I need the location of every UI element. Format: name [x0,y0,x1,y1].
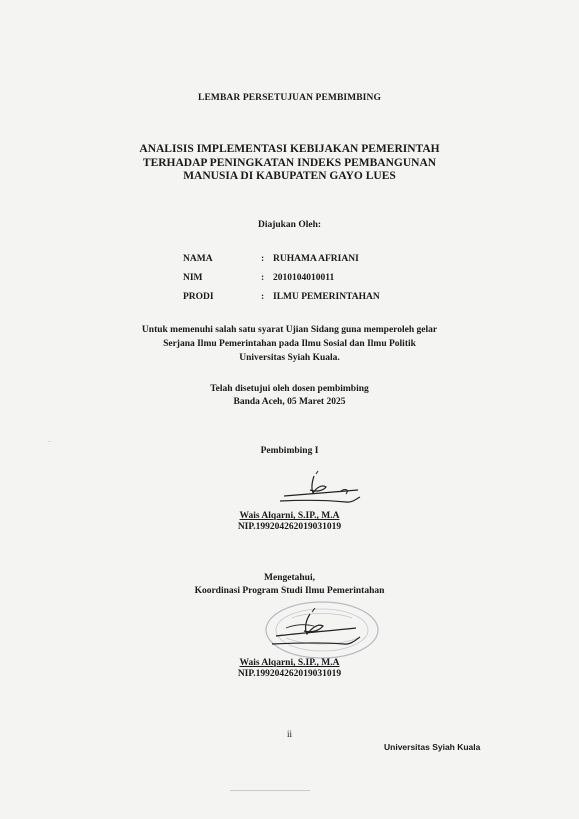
identity-value: RUHAMA AFRIANI [273,254,359,264]
acknowledgement [0,572,579,598]
signature-advisor-2 [266,606,366,654]
identity-value: 2010104010011 [273,273,335,283]
purpose-line: Universitas Syiah Kuala. [239,353,340,363]
advisor-1-block [0,511,579,533]
identity-colon: : [261,273,265,283]
identity-colon: : [261,254,265,264]
identity-label: NAMA [183,254,213,264]
acknowledge-line: Mengetahui, [264,573,315,583]
purpose-line: Untuk memenuhi salah satu syarat Ujian Sidang guna memperoleh gelar [141,325,438,335]
purpose-statement [0,323,579,365]
submitted-by-label: Diajukan Oleh: [257,220,322,230]
scan-speck [48,441,51,442]
approval-statement [0,383,579,409]
advisor-1-nip: NIP.199204262019031019 [237,522,342,532]
page-number: ii [286,729,292,739]
approval-line: Telah disetujui oleh dosen pembimbing [210,384,369,394]
identity-colon: : [261,292,265,302]
identity-label: PRODI [183,292,214,302]
advisor-heading: Pembimbing I [260,446,319,456]
signature-advisor-1 [276,470,366,508]
title-line: ANALISIS IMPLEMENTASI KEBIJAKAN PEMERINTAH [139,143,440,155]
footer-university: Universitas Syiah Kuala [384,742,481,752]
advisor-2-name: Wais Alqarni, S.IP., M.A [239,658,340,668]
identity-label: NIM [183,273,203,283]
title-line: TERHADAP PENINGKATAN INDEKS PEMBANGUNAN [142,156,437,169]
advisor-2-block [0,658,579,680]
advisor-2-nip: NIP.199204262019031019 [237,669,342,679]
identity-value: ILMU PEMERINTAHAN [273,292,380,302]
approval-date: Banda Aceh, 05 Maret 2025 [233,397,346,407]
title-line: MANUSIA DI KABUPATEN GAYO LUES [183,170,396,182]
page-heading: LEMBAR PERSETUJUAN PEMBIMBING [198,93,381,103]
advisor-1-name: Wais Alqarni, S.IP., M.A [239,511,340,521]
thesis-title [0,143,579,184]
purpose-line: Serjana Ilmu Pemerintahan pada Ilmu Sosial dan Ilmu Politik [163,339,416,349]
acknowledge-line: Koordinasi Program Studi Ilmu Pemerintahan [194,586,385,596]
scan-artifact-line [230,790,310,791]
